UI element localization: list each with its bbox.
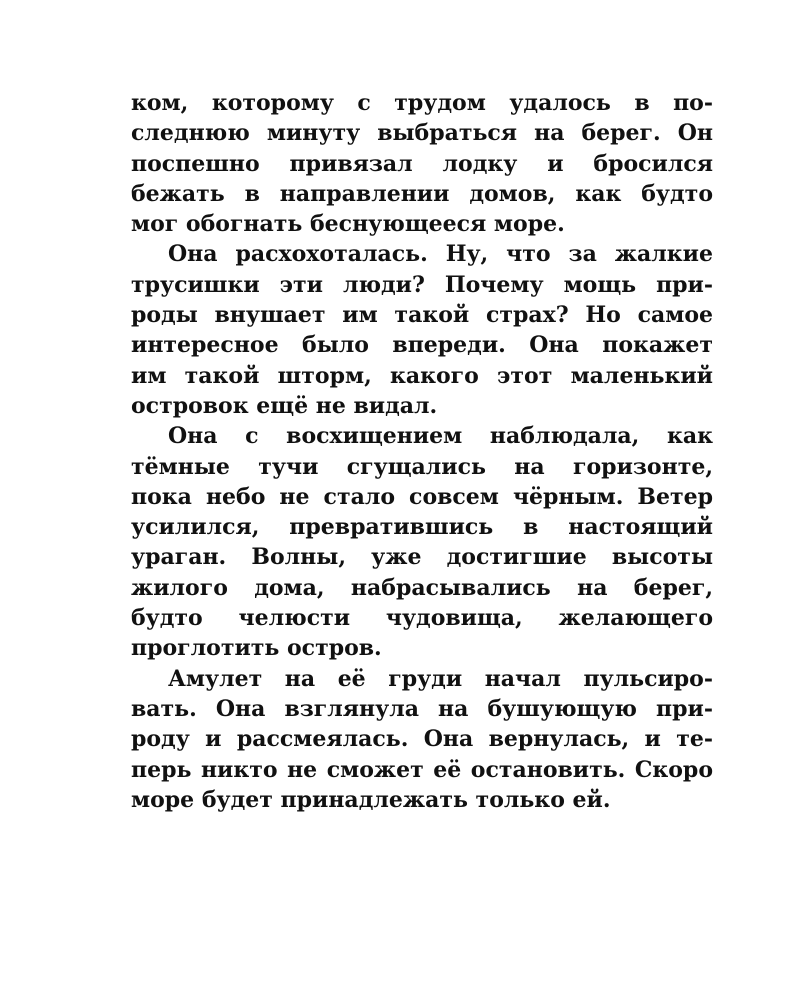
text-line: Она с восхищением наблюдала, как [168,423,713,450]
text-line: бежать в направлении домов, как будто [131,180,713,207]
text-line: трусишки эти люди? Почему мощь при- [131,271,713,298]
text-line: мог обогнать беснующееся море. [131,211,565,238]
text-line: роды внушает им такой страх? Но самое [131,302,713,329]
text-line: ком, которому с трудом удалось в по- [131,90,713,116]
text-line: вать. Она взглянула на бушующую при- [131,695,713,722]
text-line: Она расхохоталась. Ну, что за жалкие [168,241,713,268]
text-line: ураган. Волны, уже достигшие высоты [131,544,713,571]
text-line: им такой шторм, какого этот маленький [131,362,713,389]
text-line: тёмные тучи сгущались на горизонте, [131,453,713,480]
text-line: перь никто не сможет её остановить. Скоро [131,756,713,783]
text-line: море будет принадлежать только ей. [131,786,611,813]
text-line: следнюю минуту выбраться на берег. Он [131,120,713,147]
book-page [131,88,713,815]
paragraph [131,88,713,239]
paragraph [131,239,713,421]
text-line: жилого дома, набрасывались на берег, [131,574,713,601]
text-line: интересное было впереди. Она покажет [131,332,713,359]
paragraph [131,421,713,663]
paragraph [131,664,713,815]
text-line: островок ещё не видал. [131,392,438,419]
text-line: усилился, превратившись в настоящий [131,514,713,541]
text-line: поспешно привязал лодку и бросился [131,150,713,177]
text-line: проглотить остров. [131,635,382,662]
text-line: пока небо не стало совсем чёрным. Ветер [131,483,713,510]
text-line: Амулет на её груди начал пульсиро- [168,665,713,692]
text-line: роду и рассмеялась. Она вернулась, и те- [131,726,713,753]
text-line: будто челюсти чудовища, желающего [131,605,713,632]
